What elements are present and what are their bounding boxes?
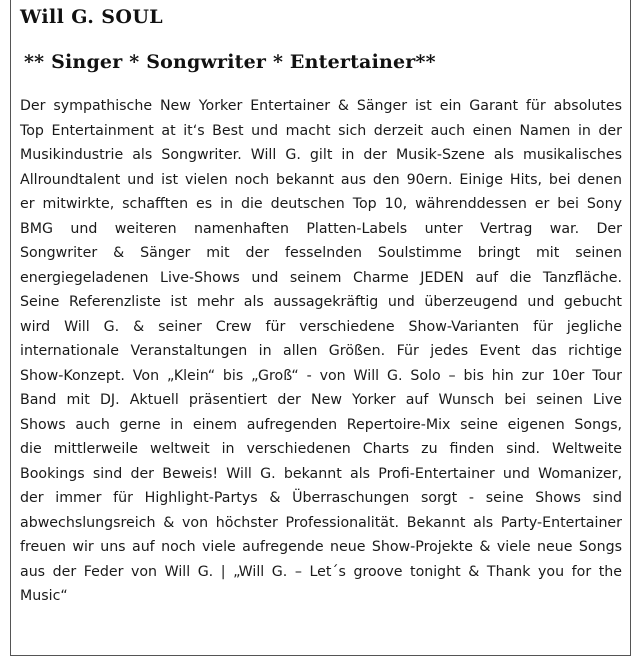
paragraph-line: die mittlerweile weltweit in verschiedenen Charts zu finden sind. Weltweite bbox=[20, 441, 622, 457]
paragraph-line: er mitwirkte, schafften es in die deutschen Top 10, währenddessen er bei Sony bbox=[20, 196, 622, 212]
paragraph-line: der immer für Highlight-Partys & Überraschungen sorgt - seine Shows sind bbox=[20, 490, 622, 506]
frame-border-bottom bbox=[10, 655, 631, 656]
paragraph-line: Musikindustrie als Songwriter. Will G. gilt in der Musik-Szene als musikalisches bbox=[20, 147, 622, 163]
paragraph-line: abwechslungsreich & von höchster Professionalität. Bekannt als Party-Entertainer bbox=[20, 514, 622, 531]
paragraph-line: Songwriter & Sänger mit der fesselnden Soulstimme bringt mit seinen bbox=[20, 245, 622, 261]
paragraph-line: Allroundtalent und ist vielen noch bekannt aus den 90ern. Einige Hits, bei denen bbox=[20, 171, 622, 188]
page-subtitle: ** Singer * Songwriter * Entertainer** bbox=[24, 51, 436, 73]
paragraph-line: aus der Feder von Will G. | „Will G. – Let´s groove tonight & Thank you for the bbox=[20, 563, 622, 580]
frame-border-left bbox=[10, 0, 11, 655]
paragraph-line: energiegeladenen Live-Shows und seinem Charme JEDEN auf die Tanzfläche. bbox=[20, 269, 622, 286]
paragraph-line: Show-Konzept. Von „Klein“ bis „Groß“ - von Will G. Solo – bis hin zur 10er Tour bbox=[20, 367, 622, 384]
frame-border-right bbox=[630, 0, 631, 655]
paragraph-line: wird Will G. & seiner Crew für verschiedene Show-Varianten für jegliche bbox=[20, 318, 622, 335]
bio-paragraph bbox=[20, 94, 622, 609]
paragraph-line: freuen wir uns auf noch viele aufregende neue Show-Projekte & viele neue Songs bbox=[20, 539, 622, 555]
paragraph-line: Seine Referenzliste ist mehr als aussagekräftig und überzeugend und gebucht bbox=[20, 294, 622, 310]
paragraph-line: BMG und weiteren namenhaften Platten-Labels unter Vertrag war. Der bbox=[20, 220, 622, 237]
paragraph-line: Shows auch gerne in einem aufregenden Repertoire-Mix seine eigenen Songs, bbox=[20, 416, 622, 433]
paragraph-line: Der sympathische New Yorker Entertainer & Sänger ist ein Garant für absolutes bbox=[20, 98, 622, 114]
page-title: Will G. SOUL bbox=[20, 6, 164, 28]
paragraph-line: Bookings sind der Beweis! Will G. bekannt als Profi-Entertainer und Womanizer, bbox=[20, 465, 622, 482]
paragraph-line: internationale Veranstaltungen in allen Größen. Für jedes Event das richtige bbox=[20, 343, 622, 359]
paragraph-line: Top Entertainment at it‘s Best und macht sich derzeit auch einen Namen in der bbox=[20, 122, 622, 139]
paragraph-line: Band mit DJ. Aktuell präsentiert der New Yorker auf Wunsch bei seinen Live bbox=[20, 392, 622, 408]
paragraph-line: Music“ bbox=[20, 588, 68, 604]
